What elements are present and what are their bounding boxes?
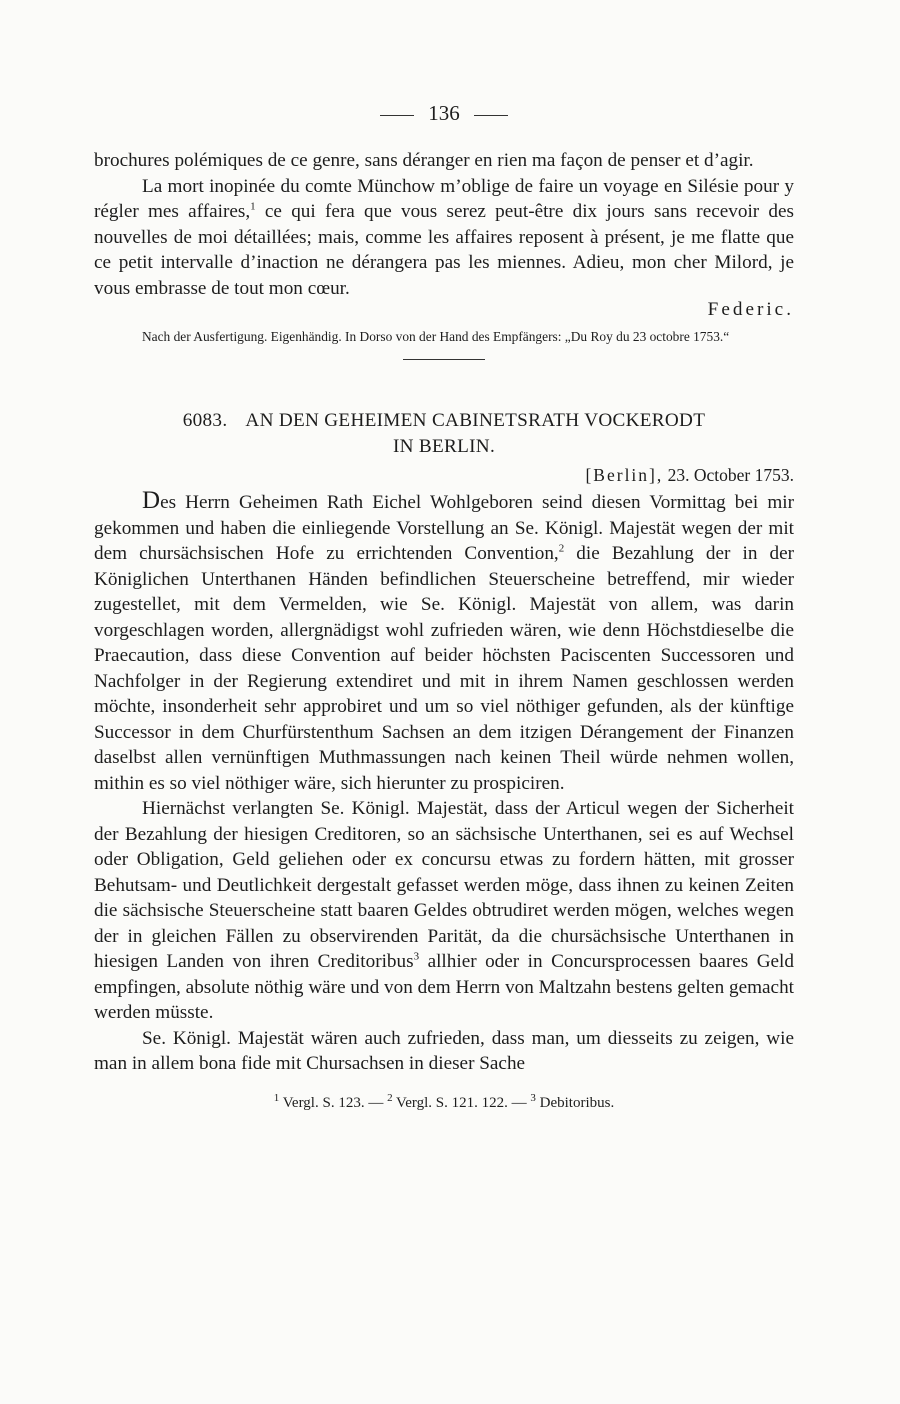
page-header <box>94 98 794 128</box>
text-run: es Herrn Geheimen Rath Eichel Wohlgeboren seind diesen Vormittag bei mir gekommen und haben die einliegende Vorstellung an Se. Königl. Majestät wegen der mit dem chursächsischen Hofe zu errichtenden Convention, <box>94 492 794 564</box>
footnote-number: 1 <box>273 1091 280 1104</box>
footnote-text: Vergl. S. 123. — <box>279 1094 388 1111</box>
page <box>94 98 794 1113</box>
signature: Federic. <box>707 299 794 320</box>
document-body <box>94 488 794 1077</box>
text-run: ce qui fera que vous serez peut-être dix jours sans recevoir des nouvelles de moi détaillées; mais, comme les affaires reposent à présent, je me flatte que ce petit intervalle d’inaction ne dérangera pas les miennes. Adieu, mon cher Milord, je vous embrasse de tout mon cœur. <box>94 201 794 299</box>
source-note: Nach der Ausfertigung. Eigenhändig. In Dorso von der Hand des Empfängers: „Du Roy du 23 octobre 1753.“ <box>142 329 730 344</box>
body-paragraph <box>94 796 794 1026</box>
footnote-number: 3 <box>530 1091 536 1104</box>
heading-line: IN BERLIN. <box>392 436 496 457</box>
date-text: 23. October 1753. <box>663 465 794 485</box>
footnotes <box>94 1093 794 1113</box>
document-heading <box>94 408 794 460</box>
body-paragraph: Se. Königl. Majestät wären auch zufrieden, dass man, um diesseits zu zeigen, wie man in allem bona fide mit Chursachsen in dieser Sache <box>94 1027 794 1074</box>
heading-line <box>94 408 794 434</box>
text-run: die Bezahlung der in der Königlichen Unterthanen Händen befindlichen Steuerscheine betreffend, mir wieder zugestellet, mit dem Vermelden, wie Se. Königl. Majestät von allem, was darin vorgeschlagen worden, allergnädigst wohl zufrieden wären, wie denn Höchstdieselbe die Praecaution, dass diese Convention auf beider höchsten Paciscenten Successoren und Nachfolger in der Regierung extendiret und mit in ihrem Namen geschlossen werden möchte, insonderheit sehr approbiret und um so viel nöthiger gefunden, als der künftige Successor in dem Churfürstenthum Sachsen an dem itzigen Dérangement der Finanzen daselbst allen vernünftigen Muthmassungen nach keinen Theil würde nehmen wollen, mithin es so viel nöthiger wäre, sich hierunter zu prospiciren. <box>94 543 794 794</box>
text-run: Hiernächst verlangten Se. Königl. Majestät, dass der Articul wegen der Sicherheit der Bezahlung der hiesigen Creditoren, so an sächsische Unterthanen, sei es auf Wechsel oder Obligation, Geld geliehen oder ex concursu etwas zu fordern hätten, mit grosser Behutsam- und Deutlichkeit dergestalt gefasset werden möge, dass ihnen zu keinen Zeiten die sächsische Steuerscheine statt baaren Geldes obtrudiret werden mögen, welches wegen der in gleichen Fällen zu observirenden Parität, da die chursächsische Unterthanen in hiesigen Landen von ihren Creditoribus <box>94 798 794 972</box>
footnote-marker: 3 <box>413 950 420 963</box>
footnote-text: Vergl. S. 121. 122. — <box>392 1094 531 1111</box>
header-dash-left <box>380 115 414 116</box>
date-place: [Berlin], <box>585 465 664 485</box>
header-dash-right <box>474 115 508 116</box>
letter-continuation <box>94 148 794 301</box>
footnote-number: 2 <box>387 1091 393 1104</box>
footnote-marker: 2 <box>558 542 565 555</box>
letter-paragraph <box>94 174 794 302</box>
text-run: allhier oder in Concursprocessen baares Geld empfingen, absolute nöthig wäre und von dem Herrn von Maltzahn bestens gelten gemacht werden müsste. <box>94 951 794 1023</box>
text-run: La mort inopinée du comte Münchow m’oblige de faire un voyage en Silésie pour y régler mes affaires, <box>94 175 794 222</box>
initial-letter: D <box>142 487 161 514</box>
footnote-text: Debitoribus. <box>535 1094 615 1111</box>
letter-paragraph: brochures polémiques de ce genre, sans déranger en rien ma façon de penser et d’agir. <box>94 150 754 171</box>
document-number: 6083. <box>182 410 228 431</box>
page-number: 136 <box>428 101 460 125</box>
heading-title: AN DEN GEHEIMEN CABINETSRATH VOCKERODT <box>245 410 706 431</box>
footnote-marker: 1 <box>250 200 256 213</box>
section-divider <box>403 359 485 360</box>
body-paragraph <box>94 488 794 796</box>
date-line <box>94 462 794 488</box>
